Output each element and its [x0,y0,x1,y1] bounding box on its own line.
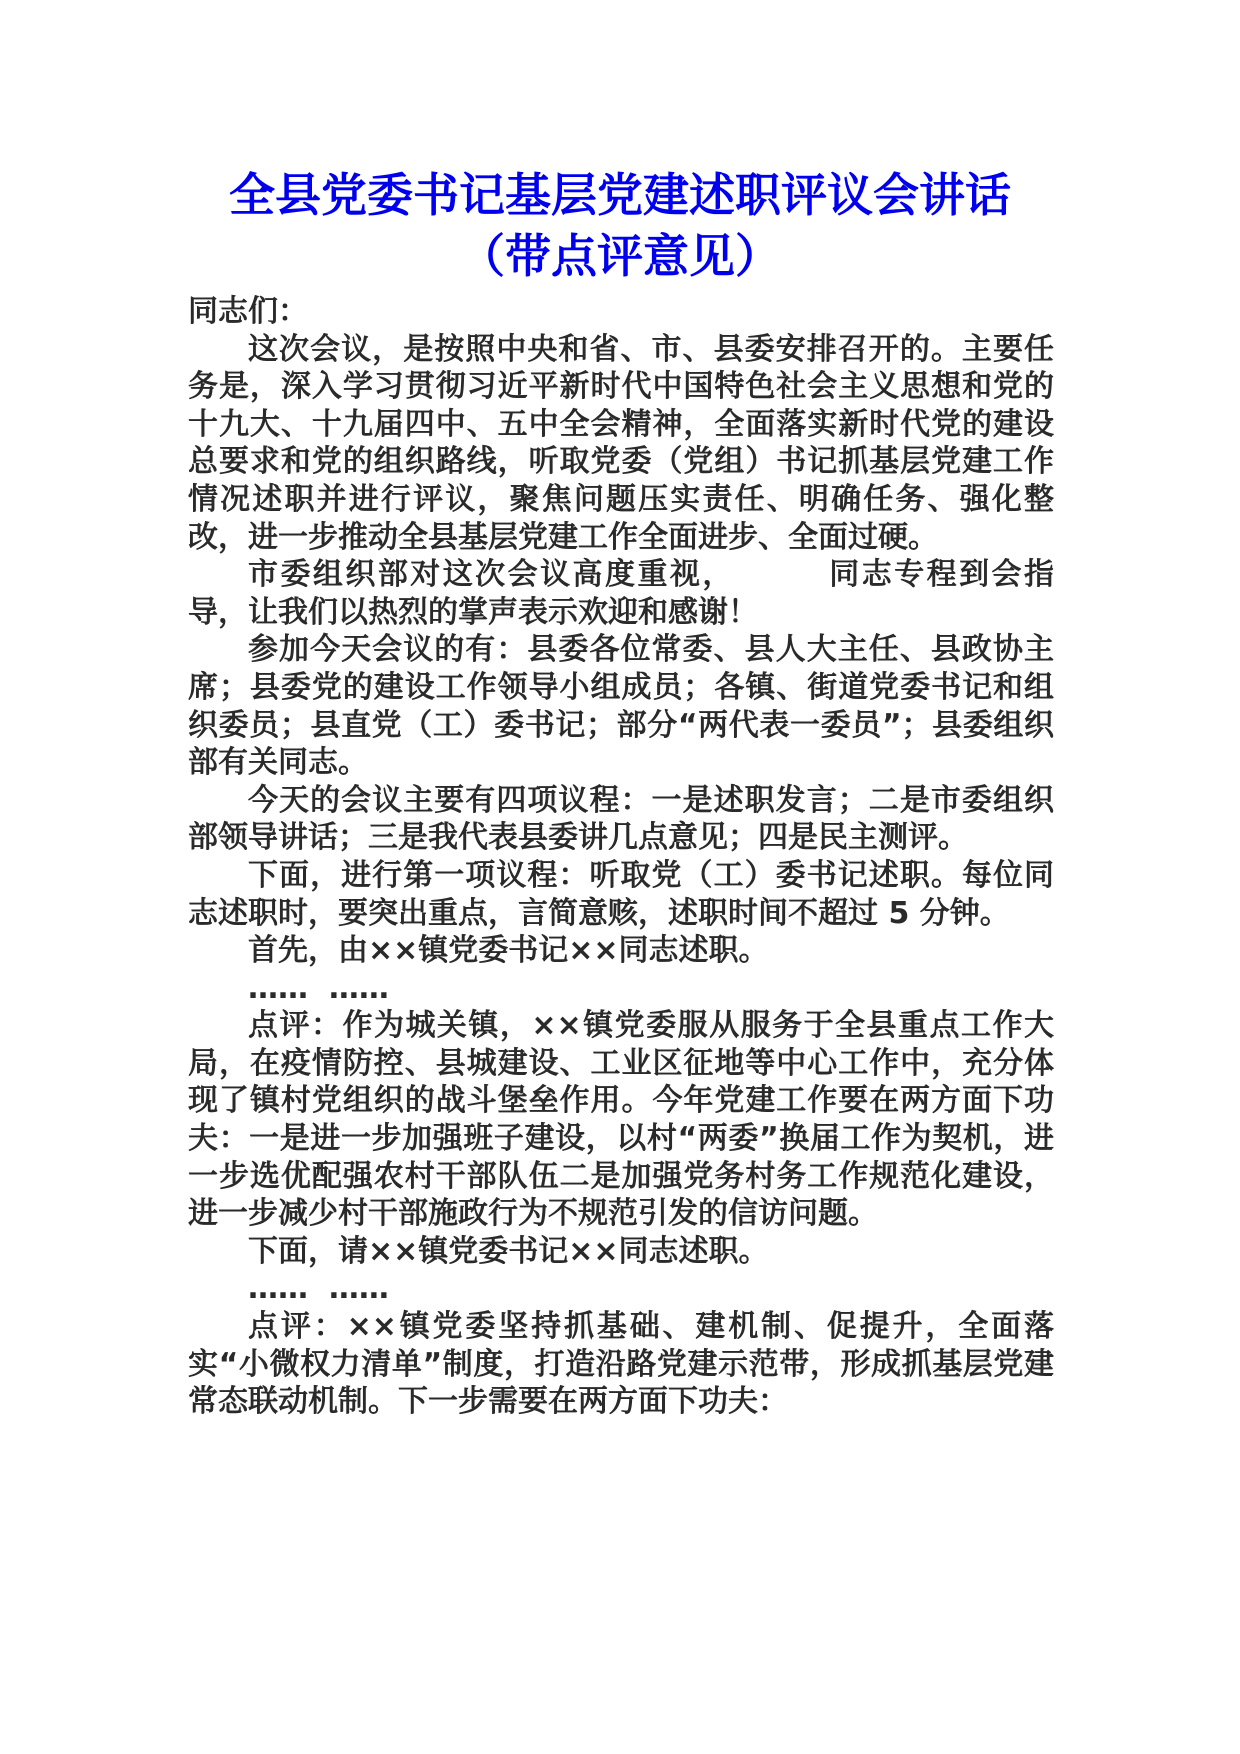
salutation: 同志们： [188,294,308,329]
paragraph-comment-1: 点评：作为城关镇，××镇党委服从服务于全县重点工作大局，在疫情防控、县城建设、工业区征地等中心工作中，充分体现了镇村党组织的战斗堡垒作用。今年党建工作要在两方面下功夫：一是进一步加强班子建设，以村“两委”换届工作为契机，进一步选优配强农村干部队伍二是加强党务村务工作规范化建设，进一步减少村干部施政行为不规范引发的信访问题。 [188,1008,1054,1232]
paragraph-first-item: 下面，进行第一项议程：听取党（工）委书记述职。每位同志述职时，要突出重点，言简意赅，述职时间不超过 5 分钟。 [188,857,1054,931]
paragraph-welcome-part1: 市委组织部对这次会议高度重视， [248,557,735,593]
paragraph-comment-2: 点评：××镇党委坚持抓基础、建机制、促提升，全面落实“小微权力清单”制度，打造沿路党建示范带，形成抓基层党建常态联动机制。下一步需要在两方面下功夫： [188,1309,1054,1420]
document-body [188,293,1054,1421]
paragraph-attendees: 参加今天会议的有：县委各位常委、县人大主任、县政协主席；县委党的建设工作领导小组成员；各镇、街道党委书记和组织委员；县直党（工）委书记；部分“两代表一委员”；县委组织部有关同志。 [188,632,1054,781]
ellipsis-line: …… …… [248,970,389,1006]
paragraph-welcome-part2: 同志专程到会指导，让我们以热烈的掌声表示欢迎和感谢！ [188,557,1055,630]
paragraph-agenda: 今天的会议主要有四项议程：一是述职发言；二是市委组织部领导讲话；三是我代表县委讲几点意见；四是民主测评。 [188,782,1054,856]
paragraph-welcome [188,556,1054,631]
paragraph-meeting-purpose: 这次会议，是按照中央和省、市、县委安排召开的。主要任务是，深入学习贯彻习近平新时代中国特色社会主义思想和党的十九大、十九届四中、五中全会精神，全面落实新时代党的建设总要求和党的组织路线，听取党委（党组）书记抓基层党建工作情况述职并进行评议，聚焦问题压实责任、明确任务、强化整改，进一步推动全县基层党建工作全面进步、全面过硬。 [188,331,1054,555]
ellipsis-line: …… …… [248,1271,389,1307]
paragraph-second-speaker: 下面，请××镇党委书记××同志述职。 [248,1233,769,1269]
paragraph-first-speaker: 首先，由××镇党委书记××同志述职。 [248,933,769,969]
document-subtitle: （带点评意见） [459,229,781,283]
document-title: 全县党委书记基层党建述职评议会讲话 [229,168,1011,222]
